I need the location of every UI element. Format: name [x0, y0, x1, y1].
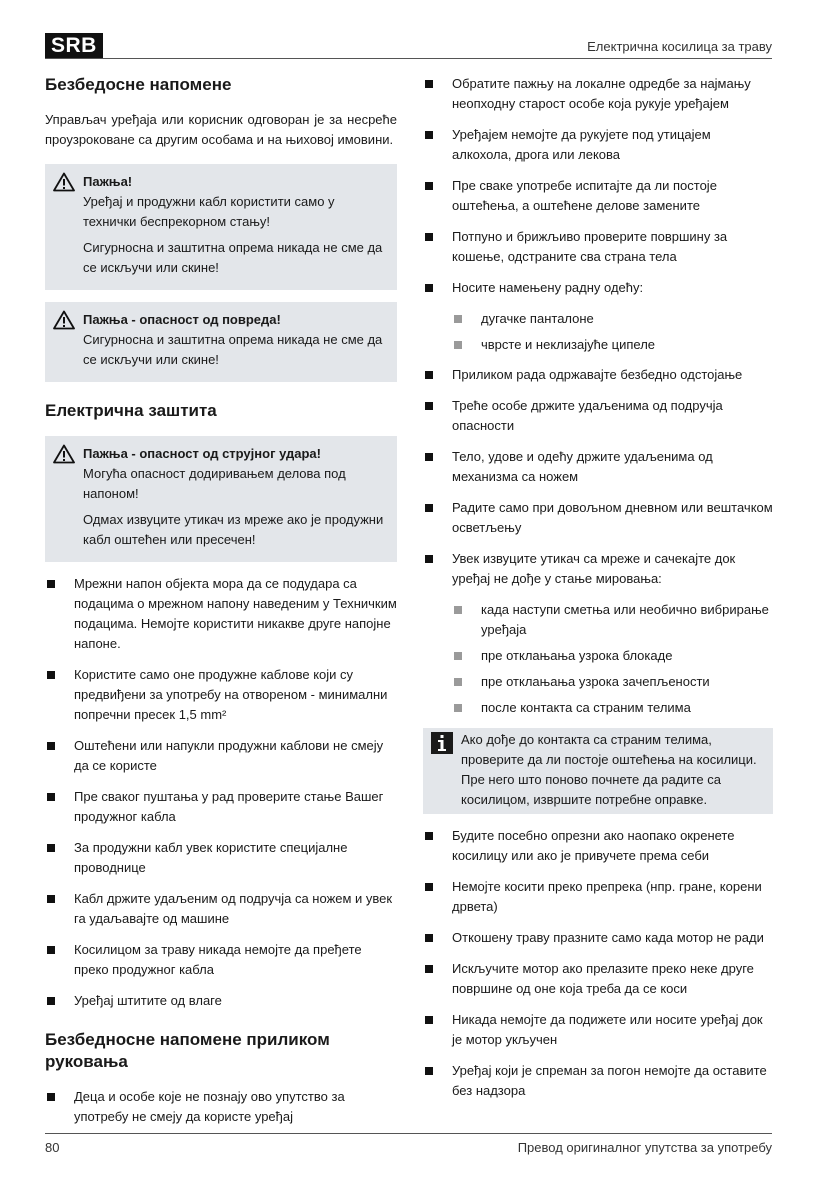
bullet-square-icon	[425, 1067, 433, 1075]
standstill-sublist	[423, 600, 773, 718]
list-item: Тело, удове и одећу држите удаљенима од механизма са ножем	[423, 447, 773, 487]
bullet-square-icon	[47, 742, 55, 750]
bullet-square-icon	[425, 883, 433, 891]
bullet-square-icon	[425, 965, 433, 973]
intro-paragraph: Управљач уређаја или корисник одговоран је за несреће проузроковане са другим особама и на њиховој имовини.	[45, 112, 397, 147]
list-item: Пре сваког пуштања у рад проверите стање Вашег продужног кабла	[45, 787, 397, 827]
list-item: Користите само оне продужне каблове који су предвиђени за употребу на отвореном - минимални попречни пресек 1,5 mm²	[45, 665, 397, 725]
warning-triangle-icon	[53, 310, 75, 330]
sublist-item: када наступи сметња или необично вибрирање уређаја	[423, 600, 773, 640]
warning-triangle-icon	[53, 444, 75, 464]
warning-box-general	[45, 164, 397, 290]
warning-text: Одмах извуците утикач из мреже ако је продужни кабл оштећен или пресечен!	[83, 512, 384, 547]
info-icon	[431, 732, 453, 754]
bullet-square-icon	[47, 844, 55, 852]
electric-list	[45, 574, 397, 1011]
warning-triangle-icon	[53, 172, 75, 192]
sub-bullet-square-icon	[454, 652, 462, 660]
list-item: Потпуно и брижљиво проверите површину за кошење, одстраните сва страна тела	[423, 227, 773, 267]
bullet-square-icon	[425, 555, 433, 563]
bullet-square-icon	[425, 402, 433, 410]
list-item: Кабл држите удаљеним од подручја са ножем и увек га удаљавајте од машине	[45, 889, 397, 929]
bullet-square-icon	[425, 1016, 433, 1024]
bullet-square-icon	[425, 371, 433, 379]
bullet-square-icon	[425, 284, 433, 292]
list-item: Уређајем немојте да рукујете под утицајем алкохола, дрога или лекова	[423, 125, 773, 165]
handling-list-c	[423, 826, 773, 1101]
warning-text: Сигурносна и заштитна опрема никада не сме да се искључи или скине!	[83, 332, 383, 367]
right-column	[423, 74, 773, 1112]
handling-heading: Безбедносне напомене приликом руковања	[45, 1030, 330, 1071]
bullet-square-icon	[47, 671, 55, 679]
warning-title: Пажња - опасност од повреда!	[83, 312, 281, 327]
warning-box-electric	[45, 436, 397, 562]
header-title: Електрична косилица за траву	[587, 39, 772, 54]
sub-bullet-square-icon	[454, 606, 462, 614]
handling-list	[45, 1087, 397, 1127]
info-box	[423, 728, 773, 814]
sub-bullet-square-icon	[454, 341, 462, 349]
list-item: За продужни кабл увек користите специјалне проводнице	[45, 838, 397, 878]
list-item: Мрежни напон објекта мора да се подудара са подацима о мрежном напону наведеним у Техничким подацима. Немојте користити никакве друге напојне напоне.	[45, 574, 397, 654]
list-item: Пре сваке употребе испитајте да ли постоје оштећења, а оштећене делове замените	[423, 176, 773, 216]
bullet-square-icon	[425, 131, 433, 139]
sub-bullet-square-icon	[454, 704, 462, 712]
bullet-square-icon	[425, 934, 433, 942]
warning-text: Могућа опасност додиривањем делова под напоном!	[83, 466, 346, 501]
list-item: Оштећени или напукли продужни каблови не смеју да се користе	[45, 736, 397, 776]
sublist-item: дугачке панталоне	[423, 309, 773, 329]
list-item: Уређај који је спреман за погон немојте да оставите без надзора	[423, 1061, 773, 1101]
list-item: Никада немојте да подижете или носите уређај док је мотор укључен	[423, 1010, 773, 1050]
handling-list-b	[423, 365, 773, 589]
warning-box-injury	[45, 302, 397, 382]
page-header	[45, 33, 772, 59]
list-item: Искључите мотор ако прелазите преко неке друге површине од оне која треба да се коси	[423, 959, 773, 999]
sub-bullet-square-icon	[454, 678, 462, 686]
bullet-square-icon	[47, 895, 55, 903]
bullet-square-icon	[425, 453, 433, 461]
list-item: Приликом рада одржавајте безбедно одстојање	[423, 365, 773, 385]
bullet-square-icon	[425, 80, 433, 88]
warning-text: Сигурносна и заштитна опрема никада не сме да се искључи или скине!	[83, 240, 383, 275]
info-text: Ако дође до контакта са страним телима, проверите да ли постоје оштећења на косилици. Пре него што поново почнете да радите са косилицом, извршите потребне оправке.	[461, 732, 757, 807]
handling-list-continued	[423, 74, 773, 298]
sublist-item: пре отклањања узрока блокаде	[423, 646, 773, 666]
warning-title: Пажња - опасност од струјног удара!	[83, 446, 321, 461]
bullet-square-icon	[47, 580, 55, 588]
list-item: Немојте косити преко препрека (нпр. гране, корени дрвета)	[423, 877, 773, 917]
footer-title: Превод оригиналног упутства за употребу	[517, 1140, 772, 1155]
bullet-square-icon	[425, 233, 433, 241]
bullet-square-icon	[47, 946, 55, 954]
sublist-item: чврсте и неклизајуће ципеле	[423, 335, 773, 355]
bullet-square-icon	[425, 504, 433, 512]
sub-bullet-square-icon	[454, 315, 462, 323]
list-item: Обратите пажњу на локалне одредбе за најмању неопходну старост особе која рукује уређајем	[423, 74, 773, 114]
bullet-square-icon	[47, 1093, 55, 1101]
safety-heading: Безбедосне напомене	[45, 75, 232, 94]
list-item: Увек извуците утикач са мреже и сачекајте док уређај не дође у стање мировања:	[423, 549, 773, 589]
language-badge: SRB	[45, 33, 103, 58]
list-item: Будите посебно опрезни ако наопако окренете косилицу или ако је привучете према себи	[423, 826, 773, 866]
left-column	[45, 74, 397, 1138]
page-footer	[45, 1133, 772, 1161]
clothing-sublist	[423, 309, 773, 355]
sublist-item: после контакта са страним телима	[423, 698, 773, 718]
warning-title: Пажња!	[83, 174, 133, 189]
list-item: Носите намењену радну одећу:	[423, 278, 773, 298]
list-item: Радите само при довољном дневном или вештачком осветљењу	[423, 498, 773, 538]
sublist-item: пре отклањања узрока зачепљености	[423, 672, 773, 692]
warning-text: Уређај и продужни кабл користити само у технички беспрекорном стању!	[83, 194, 335, 229]
list-item: Уређај штитите од влаге	[45, 991, 397, 1011]
bullet-square-icon	[425, 182, 433, 190]
bullet-square-icon	[425, 832, 433, 840]
electric-heading: Електрична заштита	[45, 401, 217, 420]
bullet-square-icon	[47, 997, 55, 1005]
list-item: Откошену траву празните само када мотор не ради	[423, 928, 773, 948]
list-item: Деца и особе које не познају ово упутство за употребу не смеју да користе уређај	[45, 1087, 397, 1127]
list-item: Треће особе држите удаљенима од подручја опасности	[423, 396, 773, 436]
list-item: Косилицом за траву никада немојте да пређете преко продужног кабла	[45, 940, 397, 980]
page-number: 80	[45, 1140, 60, 1155]
bullet-square-icon	[47, 793, 55, 801]
